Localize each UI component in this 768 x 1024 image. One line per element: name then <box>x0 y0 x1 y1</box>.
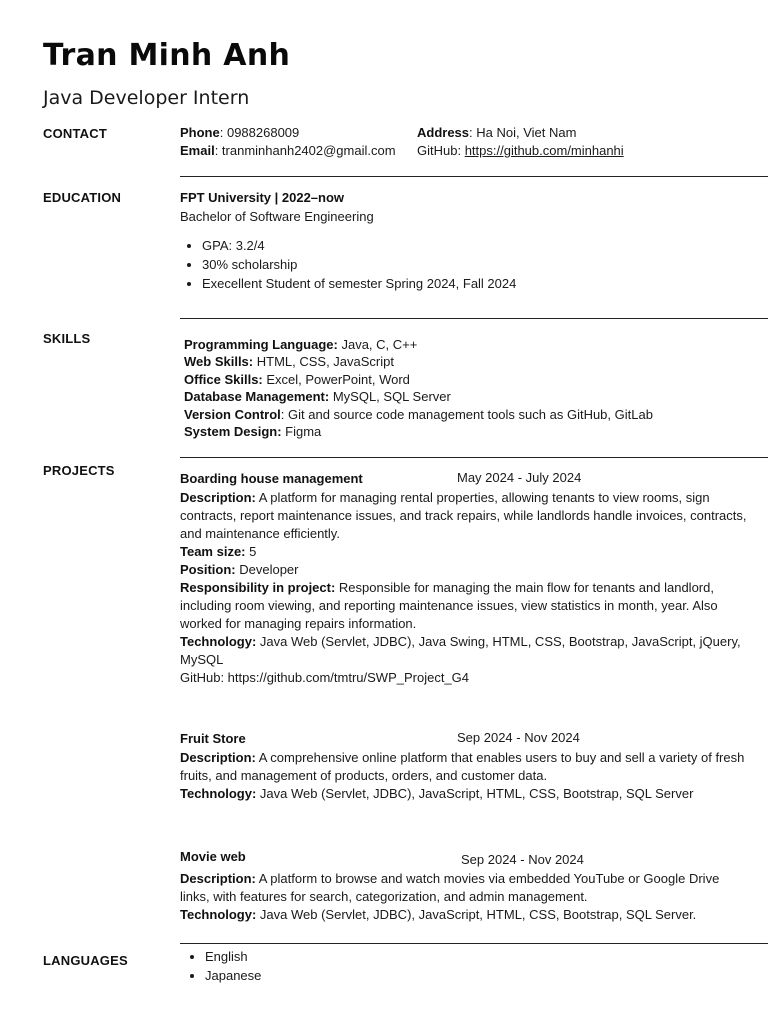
phone-label: Phone <box>180 125 220 140</box>
list-item: • 30% scholarship <box>202 255 740 274</box>
skill-value: Java, C, C++ <box>337 337 418 352</box>
section-label-languages: LANGUAGES <box>43 953 128 968</box>
project-dates: Sep 2024 - Nov 2024 <box>457 730 580 745</box>
contact-github <box>417 142 624 160</box>
description-text: A platform to browse and watch movies via embedded YouTube or Google Drive links, with features for search, categorization, and admin management. <box>180 871 720 904</box>
list-item: • GPA: 3.2/4 <box>202 236 740 255</box>
skill-row <box>184 336 764 353</box>
skills-list <box>184 336 764 440</box>
divider-skills <box>180 318 768 319</box>
skill-row <box>184 371 764 388</box>
project-technology <box>180 906 752 924</box>
description-label: Description: <box>180 490 256 505</box>
description-text: A comprehensive online platform that enables users to buy and sell a variety of fresh fruits, and management of products, orders, and customer data. <box>180 750 745 783</box>
project-position <box>180 561 752 579</box>
skill-label: System Design: <box>184 424 282 440</box>
project-title: Fruit Store <box>180 731 246 746</box>
project-dates: Sep 2024 - Nov 2024 <box>461 852 584 867</box>
description-text: A platform for managing rental properties, allowing tenants to view rooms, sign contracts, report maintenance issues, and track repairs, while landlords handle invoices, contracts, and maintenance efficiently. <box>180 490 747 541</box>
skill-value: Figma <box>281 424 322 440</box>
divider-education <box>180 176 768 177</box>
description-label: Description: <box>180 750 256 765</box>
list-item: • Japanese <box>205 966 261 985</box>
skill-row <box>184 406 764 423</box>
skill-value: HTML, CSS, JavaScript <box>253 354 394 370</box>
project-description <box>180 489 752 543</box>
technology-text: Java Web (Servlet, JDBC), Java Swing, HTML, CSS, Bootstrap, JavaScript, jQuery, MySQL <box>180 634 741 667</box>
project-dates: May 2024 - July 2024 <box>457 470 582 485</box>
skill-label: Web Skills: <box>184 354 254 370</box>
project-details <box>180 489 752 687</box>
team-size-value: 5 <box>245 544 257 559</box>
email-label: Email <box>180 143 215 158</box>
technology-label: Technology: <box>180 907 257 922</box>
divider-projects <box>180 457 768 458</box>
technology-label: Technology: <box>180 634 257 649</box>
project-details <box>180 870 752 924</box>
skill-row <box>184 353 764 370</box>
list-item: • Execellent Student of semester Spring 2024, Fall 2024 <box>202 274 740 293</box>
technology-text: Java Web (Servlet, JDBC), JavaScript, HTML, CSS, Bootstrap, SQL Server. <box>256 907 697 922</box>
education-school: FPT University | 2022–now <box>180 190 345 205</box>
project-github[interactable]: GitHub: https://github.com/tmtru/SWP_Project_G4 <box>180 670 470 685</box>
technology-label: Technology: <box>180 786 257 801</box>
education-degree: Bachelor of Software Engineering <box>180 209 374 224</box>
skill-label: Version Control <box>184 406 281 422</box>
section-label-skills: SKILLS <box>43 331 91 346</box>
section-label-education: EDUCATION <box>43 190 122 205</box>
position-value: Developer <box>235 562 299 577</box>
education-list <box>180 236 740 293</box>
section-label-contact: CONTACT <box>43 126 107 141</box>
project-team-size <box>180 543 752 561</box>
github-link[interactable]: https://github.com/minhanhi <box>464 143 624 158</box>
skill-row <box>184 423 764 440</box>
job-title: Java Developer Intern <box>43 87 250 109</box>
responsibility-label: Responsibility in project: <box>180 580 336 595</box>
team-size-label: Team size: <box>180 544 246 559</box>
project-title: Boarding house management <box>180 471 363 486</box>
skill-label: Office Skills: <box>184 371 263 387</box>
phone-value: 0988268009 <box>226 125 300 140</box>
technology-text: Java Web (Servlet, JDBC), JavaScript, HTML, CSS, Bootstrap, SQL Server <box>256 786 694 801</box>
project-description <box>180 870 752 906</box>
description-label: Description: <box>180 871 256 886</box>
project-description <box>180 749 752 785</box>
skill-row <box>184 388 764 405</box>
position-label: Position: <box>180 562 236 577</box>
languages-list <box>183 947 261 985</box>
skill-value: Excel, PowerPoint, Word <box>262 371 410 387</box>
project-technology <box>180 785 752 803</box>
candidate-name: Tran Minh Anh <box>43 38 291 73</box>
skill-value: : Git and source code management tools such as GitHub, GitLab <box>280 406 653 422</box>
project-technology <box>180 633 752 669</box>
skill-value: MySQL, SQL Server <box>329 389 451 405</box>
skill-label: Database Management: <box>184 389 330 405</box>
contact-address: Address: Ha Noi, Viet Nam <box>417 125 577 140</box>
address-label: Address <box>417 125 470 140</box>
responsibility-text: Responsible for managing the main flow for tenants and landlord, including room viewing, and reporting maintenance issues, view statistics in month, year. Also worked for managing repairs information. <box>180 580 718 631</box>
divider-languages <box>180 943 768 944</box>
address-value: Ha Noi, Viet Nam <box>476 125 577 140</box>
list-item: • English <box>205 947 261 966</box>
contact-email: Email: tranminhanh2402@gmail.com <box>180 143 396 158</box>
github-label: GitHub: <box>417 143 462 158</box>
section-label-projects: PROJECTS <box>43 463 115 478</box>
project-title: Movie web <box>180 849 246 864</box>
skill-label: Programming Language: <box>184 337 338 352</box>
project-details <box>180 749 752 803</box>
contact-phone: Phone: 0988268009 <box>180 125 300 140</box>
email-value: tranminhanh2402@gmail.com <box>221 143 396 158</box>
project-responsibility <box>180 579 752 633</box>
